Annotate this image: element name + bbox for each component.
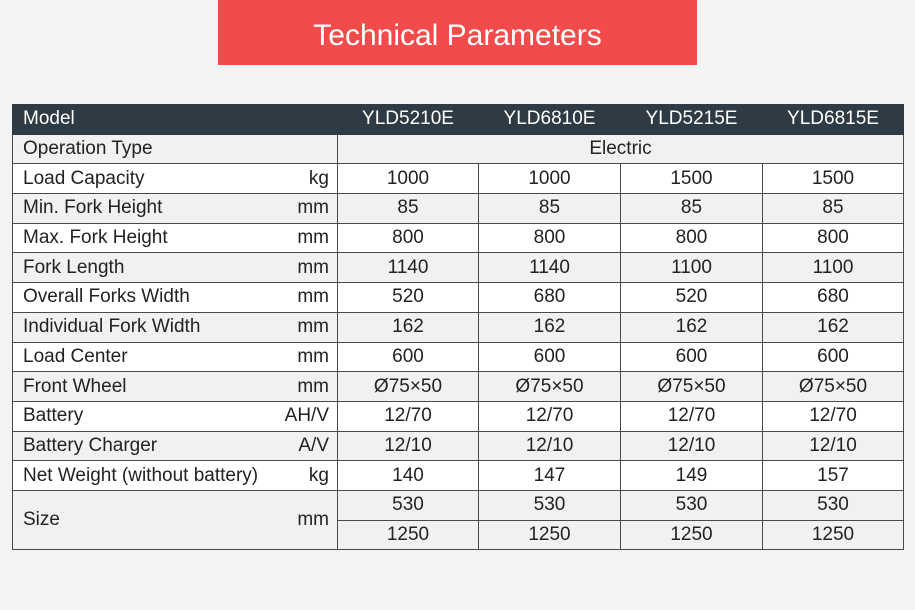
- param-name: Size: [23, 509, 60, 531]
- param-label: [13, 431, 338, 461]
- param-value: 12/70: [763, 401, 904, 431]
- model-name: YLD5210E: [338, 105, 479, 135]
- param-value: 140: [338, 461, 479, 491]
- param-name: Operation Type: [23, 138, 153, 160]
- table-row: [13, 164, 904, 194]
- param-value: 12/10: [763, 431, 904, 461]
- param-value: 147: [479, 461, 621, 491]
- table-row: [13, 134, 904, 164]
- param-name: Load Center: [23, 345, 128, 367]
- param-value: 12/10: [479, 431, 621, 461]
- param-value: 85: [479, 194, 621, 224]
- param-value: 1500: [763, 164, 904, 194]
- param-label: [13, 372, 338, 402]
- param-unit: kg: [308, 464, 329, 486]
- param-value: 800: [479, 223, 621, 253]
- spec-table: [12, 104, 904, 550]
- param-value: 530: [763, 490, 904, 520]
- param-label: [13, 223, 338, 253]
- param-value: 1250: [763, 520, 904, 550]
- param-value: 12/10: [338, 431, 479, 461]
- param-label: [13, 490, 338, 549]
- param-value: 1250: [479, 520, 621, 550]
- param-value: 1000: [338, 164, 479, 194]
- table-row: [13, 312, 904, 342]
- param-value: 530: [479, 490, 621, 520]
- param-label: [13, 164, 338, 194]
- param-name: Max. Fork Height: [23, 227, 168, 249]
- param-value: 520: [338, 283, 479, 313]
- param-label: [13, 253, 338, 283]
- param-value: 1000: [479, 164, 621, 194]
- table-row: [13, 461, 904, 491]
- param-label: [13, 194, 338, 224]
- param-value: 600: [338, 342, 479, 372]
- param-unit: AH/V: [284, 405, 329, 427]
- param-name: Load Capacity: [23, 167, 145, 189]
- param-label: [13, 461, 338, 491]
- table-row: [13, 253, 904, 283]
- param-value: 85: [763, 194, 904, 224]
- param-unit: mm: [297, 256, 329, 278]
- table-row: [13, 283, 904, 313]
- param-value: 520: [621, 283, 763, 313]
- param-value: 800: [621, 223, 763, 253]
- model-name: YLD6815E: [763, 105, 904, 135]
- header-row: [13, 105, 904, 135]
- param-label: [13, 342, 338, 372]
- param-value: Ø75×50: [763, 372, 904, 402]
- param-value: 800: [763, 223, 904, 253]
- table-row: [13, 431, 904, 461]
- model-name: YLD6810E: [479, 105, 621, 135]
- table-row: [13, 223, 904, 253]
- param-value: 600: [763, 342, 904, 372]
- param-unit: mm: [297, 375, 329, 397]
- param-name: Net Weight (without battery): [23, 464, 259, 486]
- page-title: Technical Parameters: [218, 0, 697, 65]
- param-unit: kg: [308, 167, 329, 189]
- table-row: [13, 194, 904, 224]
- param-name: Overall Forks Width: [23, 286, 190, 308]
- param-value: Ø75×50: [621, 372, 763, 402]
- param-value: 157: [763, 461, 904, 491]
- param-name: Individual Fork Width: [23, 316, 201, 338]
- param-value: 1100: [621, 253, 763, 283]
- param-name: Fork Length: [23, 256, 125, 278]
- param-value: 800: [338, 223, 479, 253]
- param-value: 1250: [338, 520, 479, 550]
- param-unit: mm: [297, 345, 329, 367]
- param-value: 85: [621, 194, 763, 224]
- param-value: 85: [338, 194, 479, 224]
- param-unit: mm: [297, 316, 329, 338]
- param-value: 530: [338, 490, 479, 520]
- param-value: 149: [621, 461, 763, 491]
- param-name: Min. Fork Height: [23, 197, 163, 219]
- param-value: 600: [621, 342, 763, 372]
- param-value: 1250: [621, 520, 763, 550]
- model-header-label: Model: [13, 105, 338, 135]
- param-value: 680: [479, 283, 621, 313]
- param-value: 530: [621, 490, 763, 520]
- param-unit: A/V: [298, 434, 329, 456]
- param-value: Ø75×50: [338, 372, 479, 402]
- param-value: 600: [479, 342, 621, 372]
- operation-type-value: Electric: [338, 134, 904, 164]
- param-name: Battery Charger: [23, 434, 158, 456]
- param-unit: mm: [297, 509, 329, 531]
- table-row: [13, 401, 904, 431]
- param-value: 1140: [338, 253, 479, 283]
- table-row: [13, 372, 904, 402]
- param-value: 12/70: [621, 401, 763, 431]
- param-value: 680: [763, 283, 904, 313]
- param-value: 162: [621, 312, 763, 342]
- param-value: Ø75×50: [479, 372, 621, 402]
- param-value: 162: [338, 312, 479, 342]
- model-name: YLD5215E: [621, 105, 763, 135]
- param-value: 12/10: [621, 431, 763, 461]
- param-label: [13, 134, 338, 164]
- param-label: [13, 312, 338, 342]
- param-name: Front Wheel: [23, 375, 127, 397]
- param-value: 1500: [621, 164, 763, 194]
- param-name: Battery: [23, 405, 84, 427]
- param-value: 1140: [479, 253, 621, 283]
- param-unit: mm: [297, 286, 329, 308]
- param-label: [13, 283, 338, 313]
- param-label: [13, 401, 338, 431]
- param-unit: mm: [297, 227, 329, 249]
- param-value: 162: [479, 312, 621, 342]
- param-value: 162: [763, 312, 904, 342]
- param-value: 1100: [763, 253, 904, 283]
- table-row: [13, 490, 904, 520]
- param-value: 12/70: [338, 401, 479, 431]
- param-value: 12/70: [479, 401, 621, 431]
- table-row: [13, 342, 904, 372]
- param-unit: mm: [297, 197, 329, 219]
